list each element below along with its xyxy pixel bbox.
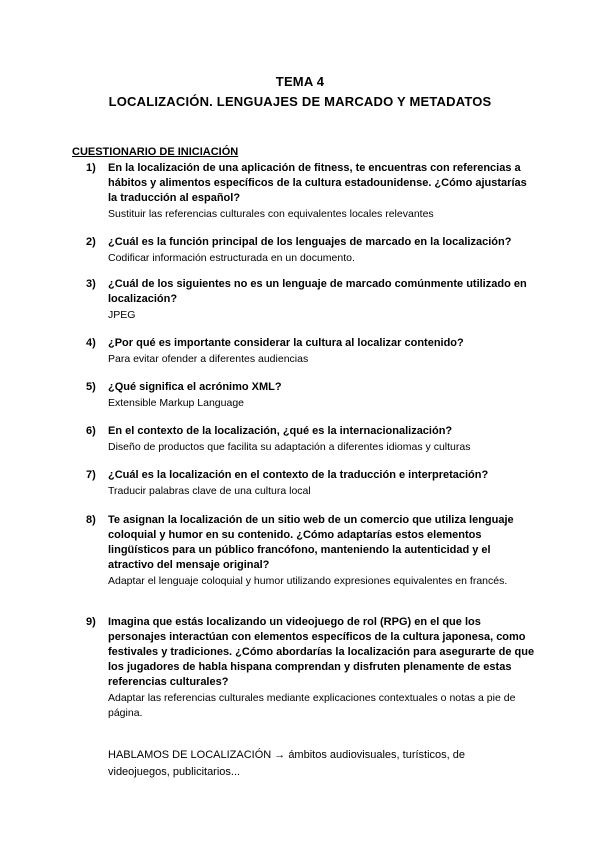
question-number: 3) xyxy=(86,278,96,290)
question-number: 1) xyxy=(86,162,96,174)
question-text: ¿Cuál de los siguientes no es un lenguaje de marcado comúnmente utilizado en localización? xyxy=(108,278,527,305)
answer-text: Diseño de productos que facilita su adaptación a diferentes idiomas y culturas xyxy=(108,441,471,453)
section-heading: CUESTIONARIO DE INICIACIÓN xyxy=(72,146,239,158)
question-item-3 xyxy=(86,277,536,323)
question-text: ¿Qué significa el acrónimo XML? xyxy=(108,381,282,393)
question-item-9 xyxy=(86,615,536,721)
answer-text: Adaptar el lenguaje coloquial y humor utilizando expresiones equivalentes en francés. xyxy=(108,575,508,587)
question-item-6 xyxy=(86,424,536,455)
page-subtitle: LOCALIZACIÓN. LENGUAJES DE MARCADO Y METADATOS xyxy=(108,94,492,109)
question-item-1 xyxy=(86,161,536,222)
answer-text: Traducir palabras clave de una cultura local xyxy=(108,485,311,497)
question-number: 8) xyxy=(86,514,96,526)
question-item-8 xyxy=(86,513,536,589)
question-number: 6) xyxy=(86,425,96,437)
answer-text: Adaptar las referencias culturales mediante explicaciones contextuales o notas a pie de página. xyxy=(108,692,516,719)
question-text: ¿Cuál es la localización en el contexto de la traducción e interpretación? xyxy=(108,469,489,481)
answer-text: Para evitar ofender a diferentes audiencias xyxy=(108,353,309,365)
question-number: 4) xyxy=(86,337,96,349)
question-text: ¿Cuál es la función principal de los lenguajes de marcado en la localización? xyxy=(108,236,512,248)
question-number: 5) xyxy=(86,381,96,393)
question-item-7 xyxy=(86,468,536,499)
question-item-5 xyxy=(86,380,536,411)
answer-text: JPEG xyxy=(108,309,136,321)
question-text: ¿Por qué es importante considerar la cultura al localizar contenido? xyxy=(108,337,464,349)
page-title: TEMA 4 xyxy=(275,74,325,89)
question-number: 2) xyxy=(86,236,96,248)
question-number: 9) xyxy=(86,616,96,628)
answer-text: Sustituir las referencias culturales con equivalentes locales relevantes xyxy=(108,208,434,220)
question-number: 7) xyxy=(86,469,96,481)
answer-text: Extensible Markup Language xyxy=(108,397,245,409)
question-text: En el contexto de la localización, ¿qué es la internacionalización? xyxy=(108,425,453,437)
answer-text: Codificar información estructurada en un documento. xyxy=(108,252,355,264)
question-text: Imagina que estás localizando un videojuego de rol (RPG) en el que los personajes interactúan con elementos específicos de la cultura japonesa, como festivales y tradiciones. ¿Cómo abordarías la localización para asegurarte de que los jugadores de habla hispana comprendan y disfruten plenamente de estas referencias culturales? xyxy=(108,616,535,688)
question-item-4 xyxy=(86,336,536,367)
question-item-2 xyxy=(86,235,536,266)
question-text: Te asignan la localización de un sitio web de un comercio que utiliza lenguaje coloquial y humor en su contenido. ¿Cómo adaptarías estos elementos lingüísticos para un público francófono, manteniendo la autenticidad y el atractivo del mensaje original? xyxy=(108,514,514,571)
question-text: En la localización de una aplicación de fitness, te encuentras con referencias a hábitos y alimentos específicos de la cultura estadounidense. ¿Cómo ajustarías la traducción al español? xyxy=(108,162,527,204)
footer-note: HABLAMOS DE LOCALIZACIÓN → ámbitos audiovisuales, turísticos, de videojuegos, publicitarios... xyxy=(108,749,466,778)
